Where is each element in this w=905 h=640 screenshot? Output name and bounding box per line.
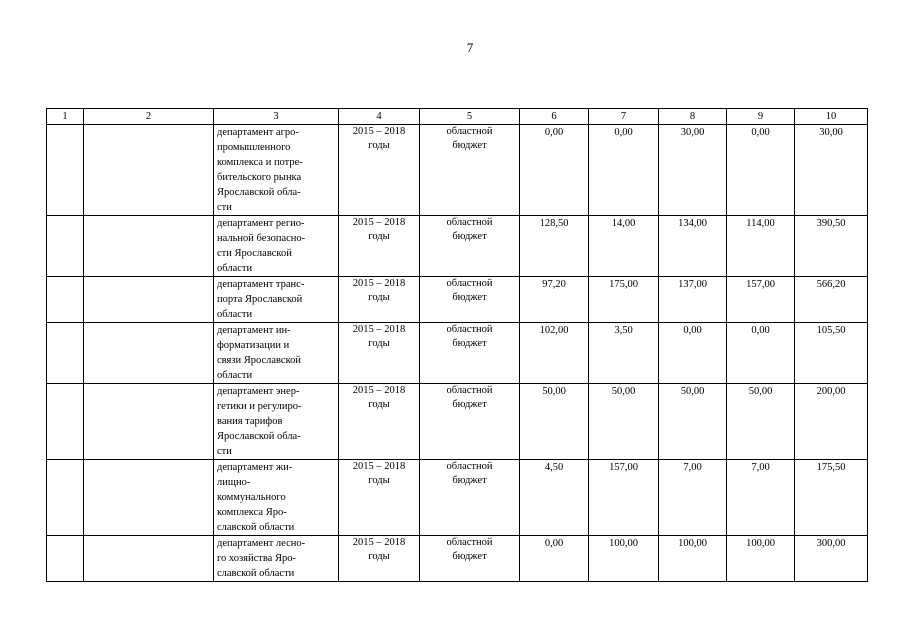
department-line: департамент лесно-: [217, 538, 306, 549]
funding-source-cell: [420, 384, 520, 460]
empty-cell: [84, 125, 214, 216]
period-cell: [339, 536, 420, 582]
period-line: 2015 – 2018: [352, 461, 406, 472]
department-line: вания тарифов: [217, 416, 283, 427]
amount-cell: 14,00: [589, 216, 659, 277]
amount-cell: 0,00: [659, 323, 727, 384]
period-line: 2015 – 2018: [352, 126, 406, 137]
department-line: Ярославской обла-: [217, 187, 301, 198]
funding-source-line: областной: [446, 324, 493, 335]
table-row: [47, 277, 868, 323]
department-line: Ярославской обла-: [217, 431, 301, 442]
empty-cell: [47, 536, 84, 582]
header-cell: 9: [727, 109, 795, 125]
header-cell: 4: [339, 109, 420, 125]
empty-cell: [47, 384, 84, 460]
department-line: сти: [217, 446, 232, 457]
table-row: [47, 216, 868, 277]
funding-source-cell: [420, 460, 520, 536]
table-row: [47, 384, 868, 460]
period-line: годы: [368, 399, 390, 410]
department-line: славской области: [217, 522, 295, 533]
department-line: коммунального: [217, 492, 286, 503]
department-cell: [214, 460, 339, 536]
department-line: гетики и регулиро-: [217, 401, 302, 412]
funding-source-line: бюджет: [452, 551, 487, 562]
department-line: департамент энер-: [217, 386, 300, 397]
amount-cell: 566,20: [795, 277, 868, 323]
department-cell: [214, 323, 339, 384]
period-cell: [339, 460, 420, 536]
period-cell: [339, 277, 420, 323]
amount-cell: 7,00: [659, 460, 727, 536]
empty-cell: [84, 460, 214, 536]
amount-cell: 157,00: [727, 277, 795, 323]
funding-source-line: бюджет: [452, 338, 487, 349]
amount-cell: 134,00: [659, 216, 727, 277]
amount-cell: 0,00: [520, 536, 589, 582]
amount-cell: 128,50: [520, 216, 589, 277]
funding-source-line: бюджет: [452, 231, 487, 242]
department-line: департамент жи-: [217, 462, 293, 473]
amount-cell: 137,00: [659, 277, 727, 323]
funding-source-line: бюджет: [452, 475, 487, 486]
department-line: порта Ярославской: [217, 294, 303, 305]
department-line: департамент транс-: [217, 279, 305, 290]
department-cell: [214, 536, 339, 582]
funding-source-line: областной: [446, 217, 493, 228]
department-line: славской области: [217, 568, 295, 579]
period-line: годы: [368, 140, 390, 151]
amount-cell: 0,00: [727, 125, 795, 216]
funding-source-cell: [420, 536, 520, 582]
department-line: департамент регио-: [217, 218, 305, 229]
amount-cell: 114,00: [727, 216, 795, 277]
department-line: департамент ин-: [217, 325, 291, 336]
header-cell: 8: [659, 109, 727, 125]
department-line: департамент агро-: [217, 127, 299, 138]
department-line: нальной безопасно-: [217, 233, 306, 244]
empty-cell: [84, 536, 214, 582]
table-row: [47, 536, 868, 582]
period-line: 2015 – 2018: [352, 217, 406, 228]
amount-cell: 102,00: [520, 323, 589, 384]
period-cell: [339, 384, 420, 460]
amount-cell: 175,00: [589, 277, 659, 323]
department-cell: [214, 277, 339, 323]
department-line: комплекса Яро-: [217, 507, 287, 518]
department-line: комплекса и потре-: [217, 157, 303, 168]
department-line: области: [217, 263, 253, 274]
department-line: промышленного: [217, 142, 291, 153]
period-cell: [339, 323, 420, 384]
table-body: [47, 125, 868, 582]
funding-source-cell: [420, 277, 520, 323]
funding-source-line: областной: [446, 278, 493, 289]
department-line: сти Ярославской: [217, 248, 292, 259]
page-number: 7: [466, 40, 474, 55]
funding-source-cell: [420, 216, 520, 277]
amount-cell: 175,50: [795, 460, 868, 536]
empty-cell: [47, 460, 84, 536]
amount-cell: 50,00: [659, 384, 727, 460]
amount-cell: 390,50: [795, 216, 868, 277]
period-line: 2015 – 2018: [352, 278, 406, 289]
amount-cell: 30,00: [795, 125, 868, 216]
department-line: бительского рынка: [217, 172, 302, 183]
period-line: 2015 – 2018: [352, 385, 406, 396]
header-cell: 5: [420, 109, 520, 125]
amount-cell: 0,00: [520, 125, 589, 216]
header-cell: 10: [795, 109, 868, 125]
period-cell: [339, 125, 420, 216]
department-line: области: [217, 370, 253, 381]
empty-cell: [47, 323, 84, 384]
empty-cell: [84, 216, 214, 277]
funding-source-cell: [420, 323, 520, 384]
funding-source-line: бюджет: [452, 292, 487, 303]
header-cell: 7: [589, 109, 659, 125]
empty-cell: [47, 125, 84, 216]
header-cell: 3: [214, 109, 339, 125]
period-line: годы: [368, 338, 390, 349]
amount-cell: 0,00: [589, 125, 659, 216]
header-row: [47, 109, 868, 125]
budget-table: [46, 108, 868, 582]
department-cell: [214, 216, 339, 277]
amount-cell: 3,50: [589, 323, 659, 384]
period-line: годы: [368, 475, 390, 486]
funding-source-line: бюджет: [452, 399, 487, 410]
amount-cell: 50,00: [727, 384, 795, 460]
department-cell: [214, 384, 339, 460]
header-cell: 1: [47, 109, 84, 125]
period-line: годы: [368, 292, 390, 303]
empty-cell: [47, 277, 84, 323]
amount-cell: 100,00: [727, 536, 795, 582]
header-cell: 2: [84, 109, 214, 125]
funding-source-line: областной: [446, 126, 493, 137]
period-line: 2015 – 2018: [352, 537, 406, 548]
amount-cell: 4,50: [520, 460, 589, 536]
empty-cell: [47, 216, 84, 277]
amount-cell: 0,00: [727, 323, 795, 384]
department-line: сти: [217, 202, 232, 213]
period-cell: [339, 216, 420, 277]
period-line: 2015 – 2018: [352, 324, 406, 335]
amount-cell: 300,00: [795, 536, 868, 582]
amount-cell: 200,00: [795, 384, 868, 460]
empty-cell: [84, 277, 214, 323]
amount-cell: 50,00: [589, 384, 659, 460]
amount-cell: 7,00: [727, 460, 795, 536]
department-line: форматизации и: [217, 340, 290, 351]
empty-cell: [84, 384, 214, 460]
department-line: области: [217, 309, 253, 320]
period-line: годы: [368, 231, 390, 242]
department-line: го хозяйства Яро-: [217, 553, 296, 564]
funding-source-line: бюджет: [452, 140, 487, 151]
department-line: связи Ярославской: [217, 355, 302, 366]
amount-cell: 100,00: [659, 536, 727, 582]
amount-cell: 97,20: [520, 277, 589, 323]
funding-source-line: областной: [446, 537, 493, 548]
funding-source-line: областной: [446, 461, 493, 472]
amount-cell: 157,00: [589, 460, 659, 536]
department-line: лищно-: [217, 477, 251, 488]
empty-cell: [84, 323, 214, 384]
table-row: [47, 323, 868, 384]
period-line: годы: [368, 551, 390, 562]
funding-source-cell: [420, 125, 520, 216]
amount-cell: 50,00: [520, 384, 589, 460]
amount-cell: 105,50: [795, 323, 868, 384]
header-cell: 6: [520, 109, 589, 125]
table-row: [47, 125, 868, 216]
department-cell: [214, 125, 339, 216]
funding-source-line: областной: [446, 385, 493, 396]
table-row: [47, 460, 868, 536]
amount-cell: 30,00: [659, 125, 727, 216]
amount-cell: 100,00: [589, 536, 659, 582]
